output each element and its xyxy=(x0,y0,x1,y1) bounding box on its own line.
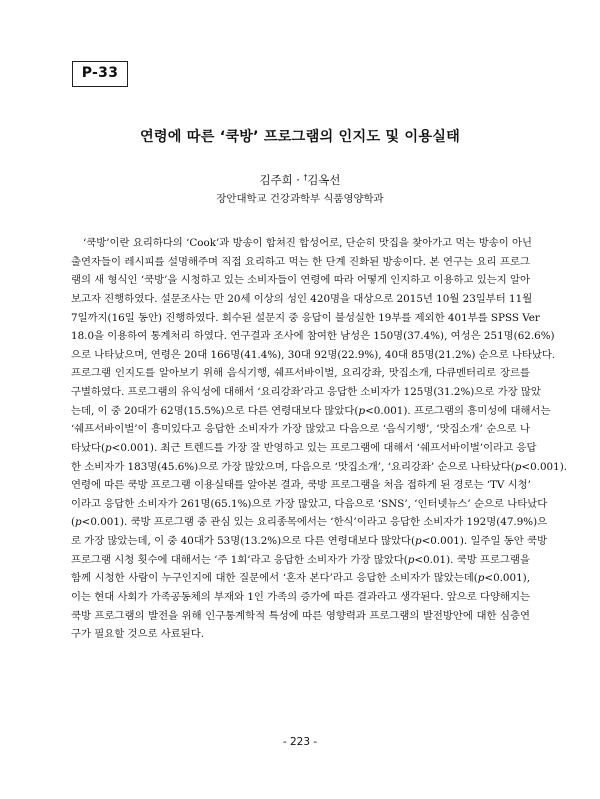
abstract-line: 로 가장 많았는데, 이 중 40대가 53명(13.2%)으로 다른 연령대보다 많았다(p<0.001). 일주일 동안 쿡방 xyxy=(71,535,548,547)
paper-title: 연령에 따른 ‘쿡방’ 프로그램의 인지도 및 이용실태 xyxy=(139,129,461,145)
abstract-line: 7일까지(16일 동안) 진행하였다. 회수된 설문지 중 응답이 불성실한 19부를 제외한 401부를 SPSS Ver xyxy=(71,311,540,324)
abstract-line: 한 소비자가 183명(45.6%)으로 가장 많았으며, 다음으로 ‘맛집소개’, ‘요리강좌’ 순으로 나타났다(p<0.001). xyxy=(71,460,568,473)
abstract-line: 프로그램 인지도를 알아보기 위해 음식기행, 쉐프서바이벌, 요리강좌, 맛집소개, 다큐멘터리로 장르를 xyxy=(71,367,530,380)
abstract-line: 는데, 이 중 20대가 62명(15.5%)으로 다른 연령대보다 많았다(p<0.001). 프로그램의 흥미성에 대해서는 xyxy=(71,404,551,417)
abstract-line: 함께 시청한 사람이 누구인지에 대한 질문에서 ‘혼자 본다’라고 응답한 소비자가 많았는데(p<0.001), xyxy=(71,572,530,585)
abstract-body xyxy=(71,234,568,644)
page-number: - 223 - xyxy=(282,736,318,748)
abstract-line: 보고자 진행하였다. 설문조사는 만 20세 이상의 성인 420명을 대상으로 2015년 10월 23일부터 11월 xyxy=(71,292,533,305)
corresponding-author-mark: † xyxy=(303,173,308,182)
abstract-line: 쿡방 프로그램의 발전을 위해 인구통계학적 특성에 따른 영향력과 프로그램의 발전방안에 대한 심층연 xyxy=(71,609,530,622)
abstract-line: ‘쉐프서바이벌’이 흥미있다고 응답한 소비자가 가장 많았고 다음으로 ‘음식기행’, ‘맛집소개’ 순으로 나 xyxy=(71,423,530,436)
abstract-line: 이는 현대 사회가 가족공동체의 부재와 1인 가족의 증가에 따른 결과라고 생각된다. 앞으로 다양해지는 xyxy=(71,590,531,603)
abstract-line: 램의 새 형식인 ‘쿡방’을 시청하고 있는 소비자들이 연령에 따라 어떻게 인지하고 이용하고 있는지 알아 xyxy=(71,274,530,287)
abstract-line: 이라고 응답한 소비자가 261명(65.1%)으로 가장 많았고, 다음으로 ‘SNS’, ‘인터넷뉴스’ 순으로 나타났다 xyxy=(71,497,548,510)
abstract-line: 출연자들이 레시피를 설명해주며 직접 요리하고 먹는 한 단계 진화된 방송이다. 본 연구는 요리 프로그 xyxy=(71,255,530,268)
author-line xyxy=(60,172,540,188)
abstract-line: (p<0.001). 쿡방 프로그램 중 관심 있는 요리종목에서는 ‘한식’이라고 응답한 소비자가 192명(47.9%)으 xyxy=(71,516,548,529)
affiliation: 장안대학교 건강과학부 식품영양학과 xyxy=(216,193,384,205)
abstract-line: 타났다(p<0.001). 최근 트렌드를 가장 잘 반영하고 있는 프로그램에 대해서 ‘쉐프서바이벌’이라고 응답 xyxy=(71,441,537,454)
author-first: 김주희 xyxy=(259,173,293,187)
abstract-line: 연령에 따른 쿡방 프로그램 이용실태를 알아본 결과, 쿡방 프로그램을 처음 접하게 된 경로는 ‘TV 시청’ xyxy=(71,479,531,492)
abstract-line: 구별하였다. 프로그램의 유익성에 대해서 ‘요리강좌’라고 응답한 소비자가 125명(31.2%)으로 가장 많았 xyxy=(71,386,541,398)
abstract-line: 18.0을 이용하여 통계처리 하였다. 연구결과 조사에 참여한 남성은 150명(37.4%), 여성은 251명(62.6%) xyxy=(71,330,555,343)
abstract-line: 으로 나타났으며, 연령은 20대 166명(41.4%), 30대 92명(22.9%), 40대 85명(21.2%) 순으로 나타났다. xyxy=(71,348,556,361)
abstract-line: ‘쿡방’이란 요리하다의 ‘Cook’과 방송이 합쳐진 합성어로, 단순히 맛집을 찾아가고 먹는 방송이 아닌 xyxy=(83,237,532,249)
author-second: 김옥선 xyxy=(307,173,341,187)
poster-id-box: P-33 xyxy=(72,61,128,87)
abstract-line: 구가 필요할 것으로 사료된다. xyxy=(71,628,205,641)
author-separator: · xyxy=(292,173,304,187)
abstract-line: 프로그램 시청 횟수에 대해서는 ‘주 1회’라고 응답한 소비자가 가장 많았다(p<0.01). 쿡방 프로그램을 xyxy=(71,553,530,566)
